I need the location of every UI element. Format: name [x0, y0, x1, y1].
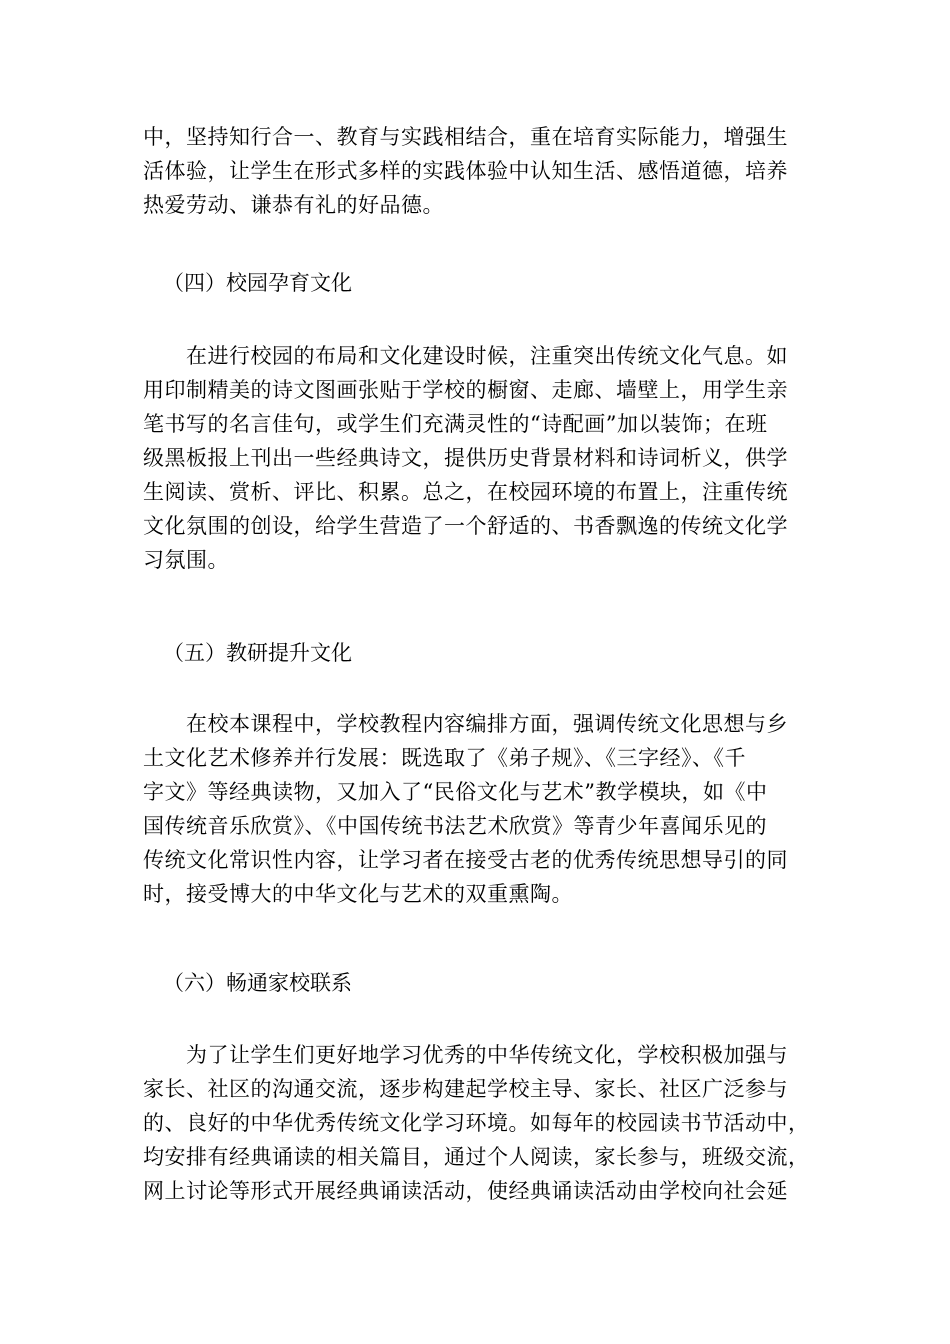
paragraph-section-5	[143, 707, 813, 911]
paragraph-intro	[143, 120, 813, 222]
text-line: 网上讨论等形式开展经典诵读活动，使经典诵读活动由学校向社会延	[143, 1179, 788, 1203]
text-line: 生阅读、赏析、评比、积累。总之，在校园环境的布置上，注重传统	[143, 480, 788, 504]
text-line: 国传统音乐欣赏》、《中国传统书法艺术欣赏》等青少年喜闻乐见的	[143, 814, 767, 838]
text-line: 时，接受博大的中华文化与艺术的双重熏陶。	[143, 882, 573, 906]
section-heading-6: （六）畅通家校联系	[163, 971, 352, 995]
paragraph-section-6	[143, 1038, 813, 1208]
text-line: 热爱劳动、谦恭有礼的好品德。	[143, 193, 444, 217]
text-line: 的、良好的中华优秀传统文化学习环境。如每年的校园读书节活动中，	[143, 1111, 810, 1135]
text-line: 活体验，让学生在形式多样的实践体验中认知生活、感悟道德，培养	[143, 159, 788, 183]
text-line: 均安排有经典诵读的相关篇目，通过个人阅读，家长参与，班级交流，	[143, 1145, 810, 1169]
text-line: 级黑板报上刊出一些经典诗文，提供历史背景材料和诗词析义，供学	[143, 446, 788, 470]
text-line: 中，坚持知行合一、教育与实践相结合，重在培育实际能力，增强生	[143, 125, 788, 149]
text-line: 家长、社区的沟通交流，逐步构建起学校主导、家长、社区广泛参与	[143, 1077, 788, 1101]
text-line: 用印制精美的诗文图画张贴于学校的橱窗、走廊、墙壁上，用学生亲	[143, 378, 788, 402]
text-line: 在进行校园的布局和文化建设时候，注重突出传统文化气息。如	[143, 344, 788, 368]
paragraph-section-4	[143, 339, 813, 577]
text-line: 文化氛围的创设，给学生营造了一个舒适的、书香飘逸的传统文化学	[143, 514, 788, 538]
text-line: 土文化艺术修养并行发展：既选取了《弟子规》、《三字经》、《千	[143, 746, 746, 770]
section-heading-5: （五）教研提升文化	[163, 641, 352, 665]
text-line: 在校本课程中，学校教程内容编排方面，强调传统文化思想与乡	[143, 712, 788, 736]
section-heading-4: （四）校园孕育文化	[163, 271, 352, 295]
text-line: 字文》等经典读物，又加入了“民俗文化与艺术”教学模块，如《中	[143, 780, 768, 804]
text-line: 习氛围。	[143, 548, 229, 572]
text-line: 传统文化常识性内容，让学习者在接受古老的优秀传统思想导引的同	[143, 848, 788, 872]
text-line: 笔书写的名言佳句，或学生们充满灵性的“诗配画”加以装饰；在班	[143, 412, 768, 436]
text-line: 为了让学生们更好地学习优秀的中华传统文化，学校积极加强与	[143, 1043, 788, 1067]
